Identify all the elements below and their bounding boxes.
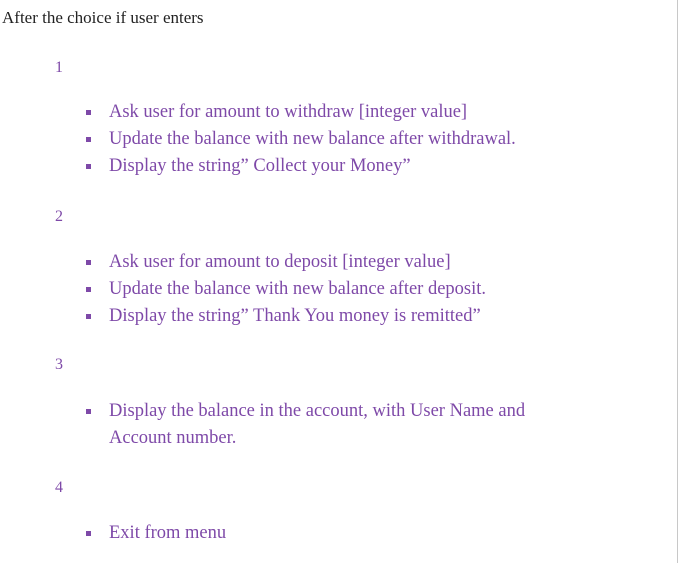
- list-item-text: Ask user for amount to withdraw [integer value]: [109, 102, 468, 122]
- choice-4-list: [0, 520, 226, 547]
- choice-number-2: 2: [55, 208, 63, 225]
- list-item: [0, 249, 486, 276]
- square-bullet-icon: [86, 314, 91, 319]
- square-bullet-icon: [86, 409, 91, 414]
- list-item: [0, 303, 486, 330]
- list-item: [0, 126, 516, 153]
- choice-number-4: 4: [55, 479, 63, 496]
- choice-number-1: 1: [55, 59, 63, 76]
- square-bullet-icon: [86, 164, 91, 169]
- choice-3-list: [0, 398, 579, 452]
- choice-1-list: [0, 99, 516, 180]
- list-item: [0, 99, 516, 126]
- choice-number-3: 3: [55, 356, 63, 373]
- list-item-text: Ask user for amount to deposit [integer value]: [109, 252, 451, 272]
- square-bullet-icon: [86, 287, 91, 292]
- list-item-text: Display the string” Collect your Money”: [109, 156, 411, 176]
- choice-2-list: [0, 249, 486, 330]
- square-bullet-icon: [86, 260, 91, 265]
- square-bullet-icon: [86, 531, 91, 536]
- list-item-text: Exit from menu: [109, 523, 227, 543]
- list-item-text: Update the balance with new balance after deposit.: [109, 279, 487, 299]
- list-item: [0, 520, 226, 547]
- list-item: [0, 276, 486, 303]
- list-item-text: Update the balance with new balance after withdrawal.: [109, 129, 516, 149]
- list-item: [0, 153, 516, 180]
- list-item-text: Display the balance in the account, with User Name and Account number.: [109, 401, 526, 448]
- list-item-text: Display the string” Thank You money is remitted”: [109, 306, 481, 326]
- list-item: [0, 398, 579, 452]
- page-right-border: [677, 0, 678, 563]
- square-bullet-icon: [86, 137, 91, 142]
- square-bullet-icon: [86, 110, 91, 115]
- intro-text: After the choice if user enters: [2, 8, 204, 27]
